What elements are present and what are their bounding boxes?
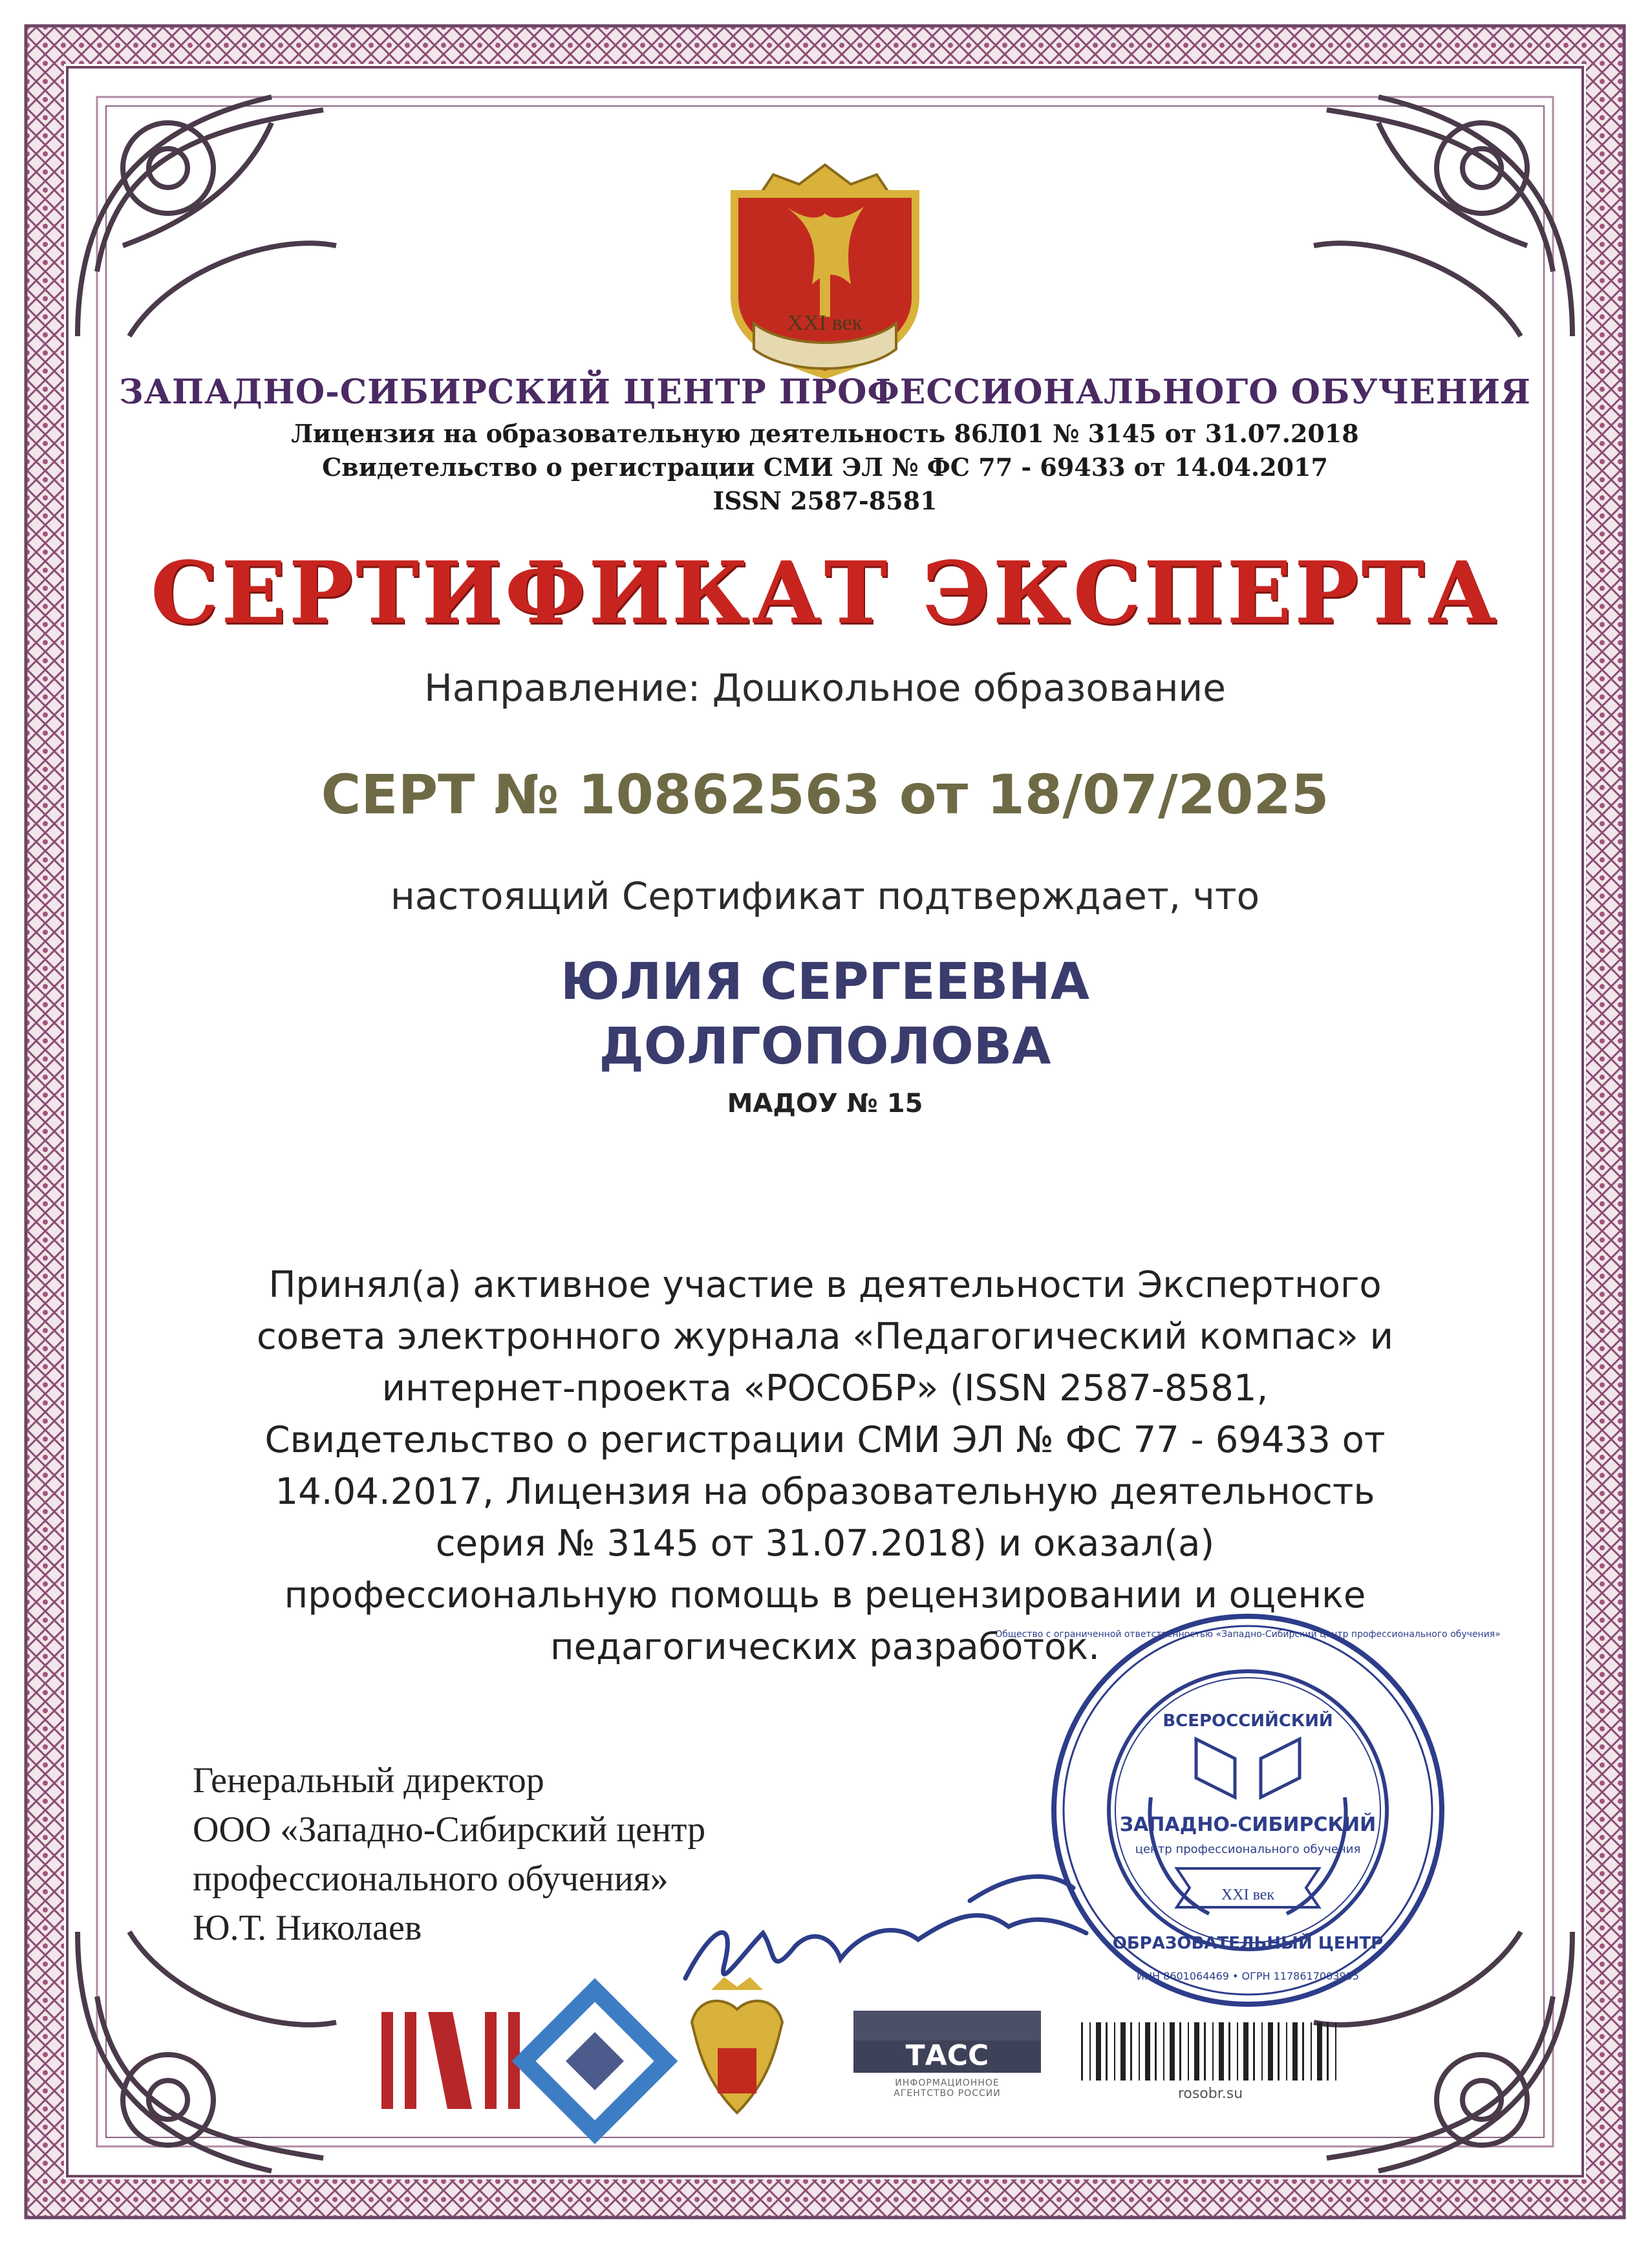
direction-label: Направление: Дошкольное образование (424, 666, 1226, 710)
corner-ornament-bottom-right (1314, 1932, 1572, 2171)
tass-caption-line: АГЕНТСТВО РОССИИ (894, 2088, 1001, 2099)
certificate-number: СЕРТ № 10862563 от 18/07/2025 (321, 763, 1329, 826)
issn-logo-text: ISSN (449, 2127, 452, 2128)
stamp-bottom-arc: ОБРАЗОВАТЕЛЬНЫЙ ЦЕНТР (1112, 1934, 1384, 1953)
signatory-title: Генеральный директор (193, 1760, 544, 1801)
organization-header: ЗАПАДНО-СИБИРСКИЙ ЦЕНТР ПРОФЕССИОНАЛЬНОГО ОБУЧЕНИЯ (119, 372, 1531, 412)
body-line: Принял(а) активное участие в деятельности Экспертного (268, 1264, 1382, 1306)
body-line: совета электронного журнала «Педагогический компас» и (256, 1316, 1394, 1358)
license-line: Лицензия на образовательную деятельность 86Л01 № 3145 от 31.07.2018 (291, 419, 1359, 448)
recipient-name-line1: ЮЛИЯ СЕРГЕЕВНА (561, 953, 1089, 1011)
tass-logo-text: ТАСС (905, 2039, 989, 2072)
body-line: 14.04.2017, Лицензия на образовательную деятельность (275, 1471, 1375, 1513)
barcode-caption: rosobr.su (1177, 2086, 1243, 2102)
signatory-name: Ю.Т. Николаев (193, 1908, 422, 1948)
signatory-company: ООО «Западно-Сибирский центр (193, 1810, 706, 1850)
recipient-organization: МАДОУ № 15 (727, 1089, 923, 1118)
signatory-block (193, 1756, 705, 1952)
tass-caption (853, 2078, 1041, 2099)
confirmation-text: настоящий Сертификат подтверждает, что (390, 874, 1260, 918)
registration-line: Свидетельство о регистрации СМИ ЭЛ № ФС 77 - 69433 от 14.04.2017 (322, 453, 1328, 482)
body-line: педагогических разработок. (550, 1626, 1100, 1668)
stamp-outer-ring: Общество с ограниченной ответственностью «Западно-Сибирский центр профессионального обучения» (995, 1629, 1501, 1640)
corner-ornament-bottom-left (78, 1932, 336, 2171)
stamp-center-sub: центр профессионального обучения (1135, 1843, 1361, 1856)
stamp-ribbon: XXI век (1221, 1887, 1275, 1903)
stamp-top-arc: ВСЕРОССИЙСКИЙ (1162, 1711, 1333, 1731)
issn-logo (381, 2012, 520, 2109)
emblem-crest (734, 165, 916, 375)
stamp-center-name: ЗАПАДНО-СИБИРСКИЙ (1119, 1813, 1377, 1836)
corner-ornament-top-right (1314, 97, 1572, 336)
body-line: Свидетельство о регистрации СМИ ЭЛ № ФС 77 - 69433 от (264, 1419, 1386, 1461)
emblem-caption: XXI век (787, 311, 863, 335)
corner-ornament-top-left (78, 97, 336, 336)
russian-coat-of-arms-logo (692, 1977, 782, 2113)
recipient-name-line2: ДОЛГОПОЛОВА (599, 1018, 1051, 1076)
certificate-body (213, 1259, 1437, 1673)
stamp-ids: ИНН 8601064469 • ОГРН 1178617003905 (1137, 1970, 1359, 1982)
signatory-company-cont: профессионального обучения» (193, 1859, 669, 1899)
rosobrnadzor-logo (524, 1990, 666, 2132)
barcode (1081, 2022, 1336, 2081)
certificate-title: СЕРТИФИКАТ ЭКСПЕРТА (151, 543, 1499, 643)
body-line: интернет-проекта «РОСОБР» (ISSN 2587-8581, (381, 1367, 1269, 1409)
body-line: серия № 3145 от 31.07.2018) и оказал(а) (435, 1523, 1215, 1565)
body-line: профессиональную помощь в рецензировании и оценке (284, 1574, 1366, 1616)
issn-line: ISSN 2587-8581 (712, 486, 938, 515)
director-signature (685, 1877, 1086, 1978)
tass-caption-line: ИНФОРМАЦИОННОЕ (895, 2078, 1000, 2088)
